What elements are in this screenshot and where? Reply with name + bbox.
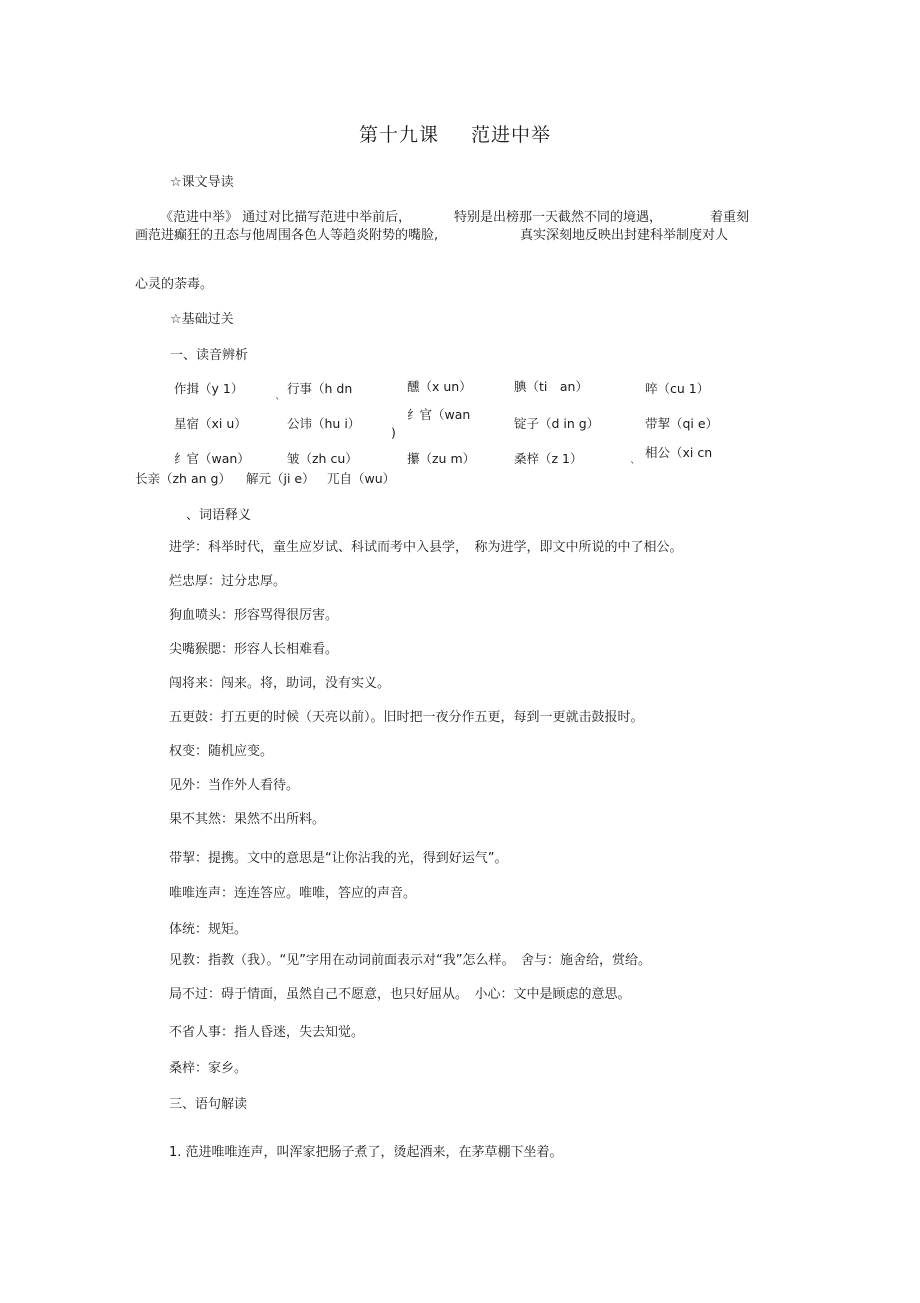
- pron-item: 锭子（d in g）: [514, 416, 600, 431]
- vocab-item: 闯将来：闯来。将，助词，没有实义。: [169, 676, 391, 691]
- section3-heading: 三、语句解读: [169, 1097, 248, 1112]
- vocab-item: 唯唯连声：连连答应。唯唯，答应的声音。: [169, 886, 417, 901]
- vocab-item: 权变：随机应变。: [169, 744, 274, 759]
- pron-item: 作揖（y 1）: [174, 381, 244, 396]
- vocab-item: 局不过：碍于情面，虽然自己不愿意，也只好屈从。 小心：文中是顾虑的意思。: [169, 987, 631, 1002]
- intro-line2-b: 真实深刻地反映出封建科举制度对人: [520, 228, 729, 243]
- intro-line1-a: 《范进中举》 通过对比描写范进中举前后，: [160, 210, 412, 225]
- vocab-item: 桑梓：家乡。: [169, 1061, 248, 1076]
- pron-item: 桑梓（z 1）: [514, 451, 583, 466]
- vocab-item: 狗血喷头：形容骂得很厉害。: [169, 608, 339, 623]
- pron-item: 行事（h dn: [287, 381, 353, 396]
- pron-item: 啐（cu 1）: [645, 381, 710, 396]
- vocab-item: 尖嘴猴腮：形容人长相难看。: [169, 642, 339, 657]
- pron-item: 星宿（xi u）: [174, 416, 247, 431]
- intro-line2-a: 画范进癫狂的丑态与他周围各色人等趋炎附势的嘴脸,: [135, 228, 439, 243]
- pron-item: 兀自（wu）: [327, 471, 396, 486]
- intro-line3: 心灵的荼毒。: [135, 277, 214, 292]
- intro-heading: ☆课文导读: [170, 175, 234, 190]
- vocab-item: 进学：科举时代，童生应岁试、科试而考中入县学， 称为进学，即文中所说的中了相公。: [169, 540, 683, 555]
- pron-item: 纟官（wan: [407, 407, 471, 422]
- intro-line1-c: 着重刻: [710, 210, 750, 225]
- pron-item: 解元（ji e）: [246, 471, 315, 486]
- tone-mark: `: [630, 460, 636, 473]
- pron-item: 相公（xi cn: [645, 445, 713, 460]
- pron-item: 公讳（hu i）: [287, 416, 361, 431]
- sentence-item: 1. 范进唯唯连声，叫浑家把肠子煮了，烫起酒来，在茅草棚下坐着。: [169, 1145, 563, 1160]
- pron-item: 腆（ti an）: [514, 379, 588, 394]
- tone-mark: `: [275, 396, 281, 409]
- vocab-item: 果不其然：果然不出所料。: [169, 812, 326, 827]
- section2-heading: 、词语释义: [186, 508, 252, 523]
- pron-item: 带挈（qi e）: [645, 416, 719, 431]
- pron-item: 长亲（zh an g）: [135, 471, 231, 486]
- vocab-item: 见教：指教（我）。“见”字用在动词前面表示对“我”怎么样。 舍与：施舍给，赏给。: [169, 953, 651, 968]
- basics-heading: ☆基础过关: [170, 312, 234, 327]
- page-title: [359, 124, 551, 147]
- section1-heading: 一、读音辨析: [170, 348, 249, 363]
- vocab-item: 不省人事：指人昏迷，失去知觉。: [169, 1025, 365, 1040]
- pron-item: 纟官（wan）: [174, 451, 250, 466]
- intro-line1-b: 特别是出榜那一天截然不同的境遇，: [454, 210, 663, 225]
- pron-item: 攥（zu m）: [407, 451, 476, 466]
- vocab-item: 带挈：提携。文中的意思是“让你沾我的光，得到好运气”。: [169, 851, 508, 866]
- pron-item: 皱（zh cu）: [287, 451, 358, 466]
- lesson-number: 第十九课: [359, 124, 440, 146]
- vocab-item: 体统：规矩。: [169, 922, 248, 937]
- vocab-item: 烂忠厚：过分忠厚。: [169, 574, 287, 589]
- vocab-item: 五更鼓：打五更的时候（天亮以前）。旧时把一夜分作五更，每到一更就击鼓报时。: [169, 710, 644, 725]
- pron-item: ): [391, 425, 396, 440]
- lesson-name: 范进中举: [471, 124, 552, 146]
- vocab-item: 见外：当作外人看待。: [169, 778, 300, 793]
- pron-item: 醺（x un）: [407, 379, 472, 394]
